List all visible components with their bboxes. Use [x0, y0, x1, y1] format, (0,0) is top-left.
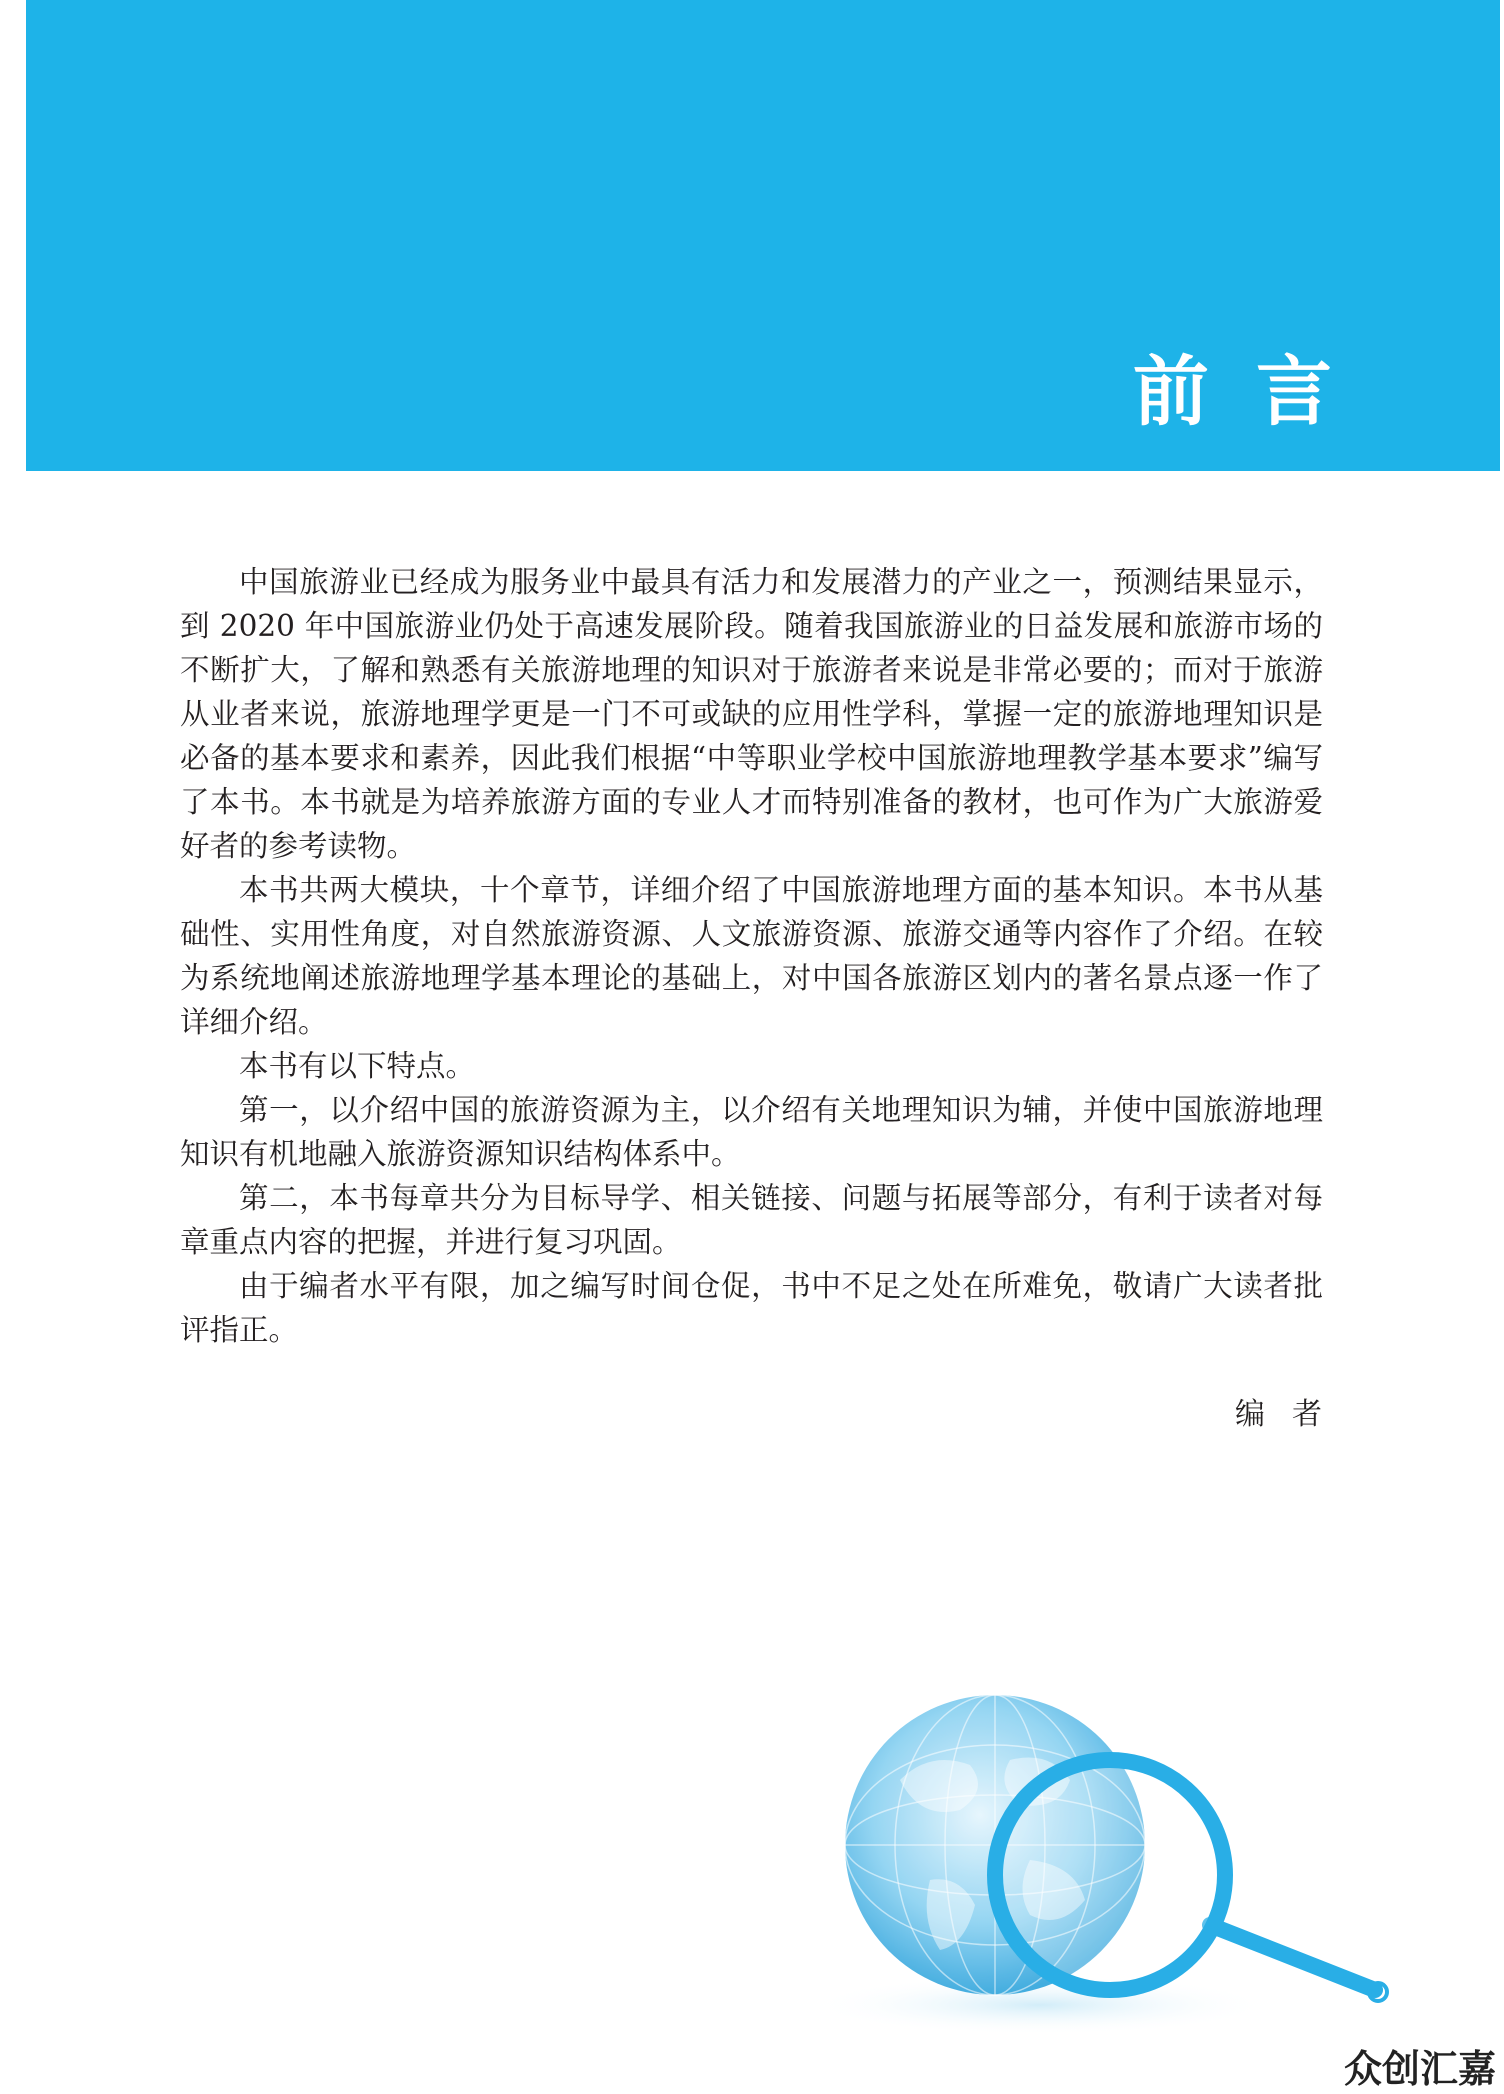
- paragraph: 中国旅游业已经成为服务业中最具有活力和发展潜力的产业之一，预测结果显示，到 2020 年中国旅游业仍处于高速发展阶段。随着我国旅游业的日益发展和旅游市场的不断扩大，了解和熟悉有关旅游地理的知识对于旅游者来说是非常必要的；而对于旅游从业者来说，旅游地理学更是一门不可或缺的应用性学科，掌握一定的旅游地理知识是必备的基本要求和素养，因此我们根据“中等职业学校中国旅游地理教学基本要求”编写了本书。本书就是为培养旅游方面的专业人才而特别准备的教材，也可作为广大旅游爱好者的参考读物。: [180, 565, 1323, 863]
- globe-magnifier-icon: [780, 1670, 1420, 2050]
- author-signature: 编者: [1235, 1397, 1349, 1432]
- paragraph: 第一，以介绍中国的旅游资源为主，以介绍有关地理知识为辅，并使中国旅游地理知识有机地融入旅游资源知识结构体系中。: [180, 1093, 1323, 1171]
- paragraph: 本书有以下特点。: [239, 1049, 476, 1083]
- magnifier: [995, 1760, 1387, 2001]
- watermark: 众创汇嘉: [1343, 2047, 1496, 2091]
- preface-body: [180, 560, 1323, 1352]
- paragraph: 由于编者水平有限，加之编写时间仓促，书中不足之处在所难免，敬请广大读者批评指正。: [180, 1269, 1323, 1347]
- paragraph: 本书共两大模块，十个章节，详细介绍了中国旅游地理方面的基本知识。本书从基础性、实用性角度，对自然旅游资源、人文旅游资源、旅游交通等内容作了介绍。在较为系统地阐述旅游地理学基本理论的基础上，对中国各旅游区划内的著名景点逐一作了详细介绍。: [180, 873, 1323, 1039]
- page-title: 前言: [1132, 347, 1380, 436]
- paragraph: 第二，本书每章共分为目标导学、相关链接、问题与拓展等部分，有利于读者对每章重点内容的把握，并进行复习巩固。: [180, 1181, 1323, 1259]
